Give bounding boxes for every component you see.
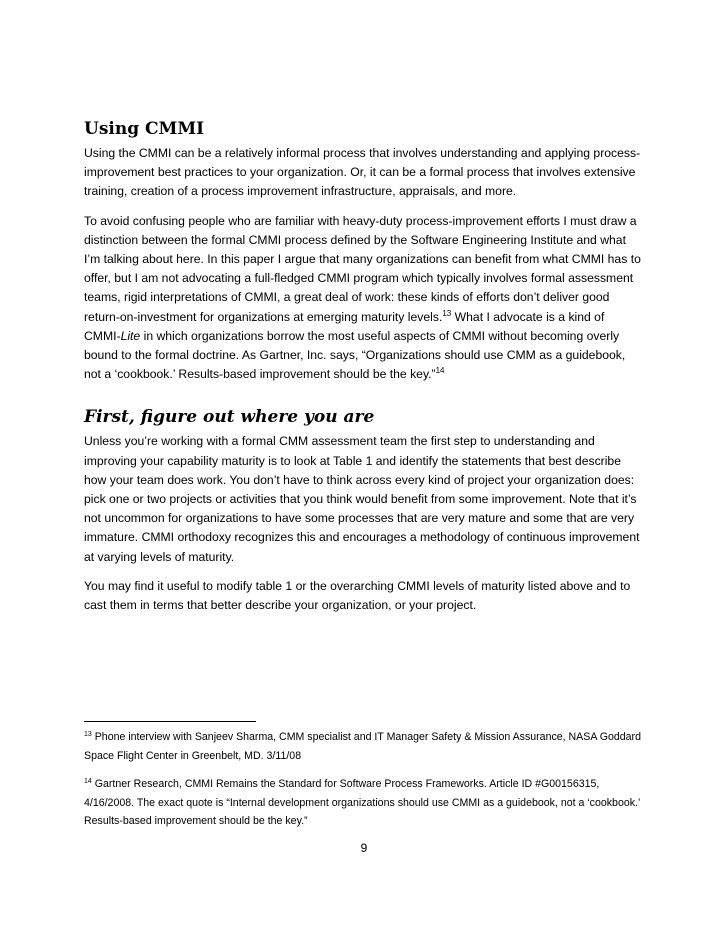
footnote-13 bbox=[84, 728, 644, 765]
footnote-ref-14[interactable]: 14 bbox=[435, 366, 445, 376]
paragraph-text: in which organizations borrow the most useful aspects of CMMI without becoming overly bound to the formal doctrine. As Gartner, Inc. says, “Organizations should use CMM as a guidebook, not a ‘cookbook.’ Results-based improvement should be the key.” bbox=[84, 328, 626, 382]
footnote-14 bbox=[84, 775, 644, 831]
footnote-text: Gartner Research, CMMI Remains the Standard for Software Process Frameworks. Article ID #G00156315, 4/16/2008. The exact quote is “Internal development organizations should use CMMI as a guidebook, not a ‘cookbook.’ Results-based improvement should be the key.” bbox=[84, 778, 640, 827]
footnotes bbox=[84, 728, 644, 841]
paragraph-modify-table: You may find it useful to modify table 1 or the overarching CMMI levels of maturity listed above and to cast them in terms that better describe your organization, or your project. bbox=[84, 578, 631, 613]
paragraph-assessment: Unless you’re working with a formal CMM assessment team the first step to understanding and improving your capability maturity is to look at Table 1 and identify the statements that best describe how your team does work. You don’t have to think across every kind of project your organization does: pick one or two projects or activities that you think would benefit from some improvement. Note that it’s not uncommon for organizations to have some processes that are very mature and some that are very immature. CMMI orthodoxy recognizes this and encourages a methodology of continuous improvement at varying levels of maturity. bbox=[84, 434, 640, 564]
paragraph-text: What I advocate is a kind of CMMI- bbox=[84, 309, 605, 343]
italic-term: Lite bbox=[120, 328, 141, 343]
section-heading-using-cmmi: Using CMMI bbox=[84, 119, 205, 139]
footnote-text: Phone interview with Sanjeev Sharma, CMM specialist and IT Manager Safety & Mission Assurance, NASA Goddard Space Flight Center in Greenbelt, MD. 3/11/08 bbox=[84, 731, 641, 762]
body-content bbox=[84, 118, 644, 625]
footnote-number: 14 bbox=[84, 778, 92, 785]
section-heading-first-figure-out: First, figure out where you are bbox=[84, 407, 375, 428]
page-number: 9 bbox=[360, 841, 368, 855]
paragraph-text: To avoid confusing people who are familiar with heavy-duty process-improvement efforts I must draw a distinction between the formal CMMI process defined by the Software Engineering Institute and what I’m talking about here. In this paper I argue that many organizations can benefit from what CMMI has to offer, but I am not advocating a full-fledged CMMI program which typically involves formal assessment teams, rigid interpretations of CMMI, a great deal of work: these kinds of efforts don’t deliver good return-on-investment for organizations at emerging maturity levels. bbox=[84, 213, 641, 324]
paragraph-cmmi-lite bbox=[84, 212, 644, 385]
footnote-ref-13[interactable]: 13 bbox=[442, 308, 452, 318]
paragraph-intro: Using the CMMI can be a relatively informal process that involves understanding and applying process-improvement best practices to your organization. Or, it can be a formal process that involves extensive training, creation of a process improvement infrastructure, appraisals, and more. bbox=[84, 146, 641, 199]
footnote-separator bbox=[84, 721, 256, 722]
footnote-number: 13 bbox=[84, 731, 92, 738]
